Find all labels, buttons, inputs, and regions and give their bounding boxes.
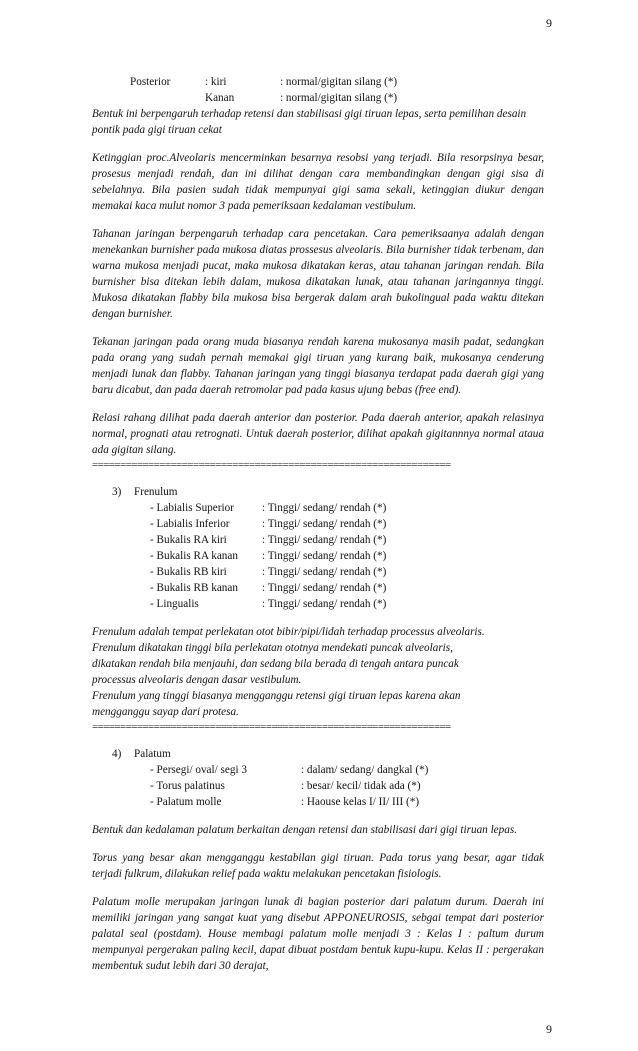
page-number-bottom: 9 [546, 1022, 552, 1036]
posterior-value-right: : normal/gigitan silang (*) [280, 92, 398, 104]
paragraph: Palatum molle merupakan jaringan lunak di bagian posterior dari palatum durum. Daerah ini memiliki jaringan yang sangat kuat yang disebut APPONEUROSIS, sebgai tempat dari posterior palatal seal (postdam). House membagi palatum molle menjadi 3 : Kelas I : paltum durum mempunyai pergerakan paling kecil, dapat dibuat postdam bentuk kupu-kupu. Kelas II : pergerakan membentuk sudut lebih dari 30 derajat, [92, 896, 544, 972]
list-number: 4) [112, 748, 122, 760]
frenulum-notes [92, 624, 544, 720]
paragraph: Tahanan jaringan berpengaruh terhadap cara pencetakan. Cara pemeriksaanya adalah dengan menekankan burnisher pada mukosa diatas prossesus alveolaris. Bila burnisher tidak terbenam, dan warna mukosa menjadi pucat, maka mukosa dikatakan keras, atau tahanan jaringan rendah. Bila burnisher bisa ditekan lebih dalam, mukosa dikatakan lunak, atau tahanan jaringannya tinggi. Mukosa dikatakan flabby bila mukosa bisa bergerak dalam arah bukolingual pada waktu ditekan dengan burnisher. [92, 228, 544, 320]
page-number-top: 9 [546, 16, 552, 30]
list-title: Frenulum [134, 486, 178, 498]
document-body [92, 74, 544, 974]
list-title: Palatum [134, 748, 171, 760]
list-item: - Bukalis RB kanan : Tinggi/ sedang/ rendah (*) [150, 582, 387, 594]
note-line: dikatakan rendah bila menjauhi, dan sedang bila berada di tengah antara puncak [92, 658, 459, 670]
note-line: Frenulum dikatakan tinggi bila perlekatan ototnya mendekati puncak alveolaris, [92, 642, 453, 654]
frenulum-section [92, 484, 544, 612]
separator-line: ================================================================ [92, 721, 451, 733]
posterior-row-1 [92, 74, 544, 90]
note-line: processus alveolaris dengan dasar vestibulum. [92, 674, 302, 686]
paragraph: Tekanan jaringan pada orang muda biasanya rendah karena mukosanya masih padat, sedangkan pada orang yang sudah pernah memakai gigi tiruan yang kurang baik, mukosanya cenderung menjadi lunak dan flabby. Tahanan jaringan yang tinggi biasanya terdapat pada daerah gigi yang baru dicabut, dan pada daerah retromolar pad pada kasus ujung bebas (free end). [92, 336, 544, 396]
palatum-section [92, 746, 544, 810]
list-item: - Bukalis RB kiri : Tinggi/ sedang/ rendah (*) [150, 566, 387, 578]
list-item: - Torus palatinus : besar/ kecil/ tidak ada (*) [150, 780, 421, 792]
list-item: - Persegi/ oval/ segi 3 : dalam/ sedang/ dangkal (*) [150, 764, 429, 776]
paragraph: Torus yang besar akan mengganggu kestabilan gigi tiruan. Pada torus yang besar, agar tidak terjadi fulkrum, dilakukan relief pada waktu melakukan pencetakan fisiologis. [92, 852, 544, 880]
frenulum-heading [112, 484, 544, 500]
separator-line: ================================================================ [92, 459, 451, 471]
note-line: mengganggu sayap dari protesa. [92, 706, 239, 718]
paragraph: Bentuk ini berpengaruh terhadap retensi dan stabilisasi gigi tiruan lepas, serta pemilihan desain pontik pada gigi tiruan cekat [92, 108, 527, 136]
palatum-heading [112, 746, 544, 762]
frenulum-items [112, 500, 544, 612]
posterior-label: Posterior [130, 76, 171, 88]
list-item: - Lingualis : Tinggi/ sedang/ rendah (*) [150, 598, 387, 610]
list-number: 3) [112, 486, 122, 498]
note-line: Frenulum adalah tempat perlekatan otot bibir/pipi/lidah terhadap processus alveolaris. [92, 626, 485, 638]
posterior-row-2 [92, 90, 544, 106]
list-item: - Labialis Inferior : Tinggi/ sedang/ rendah (*) [150, 518, 387, 530]
posterior-side-right: Kanan [205, 92, 235, 104]
note-line: Frenulum yang tinggi biasanya mengganggu retensi gigi tiruan lepas karena akan [92, 690, 461, 702]
list-item: - Labialis Superior : Tinggi/ sedang/ rendah (*) [150, 502, 387, 514]
paragraph: Bentuk dan kedalaman palatum berkaitan dengan retensi dan stabilisasi dari gigi tiruan lepas. [92, 824, 517, 836]
paragraph: Ketinggian proc.Alveolaris mencerminkan besarnya resobsi yang terjadi. Bila resorpsinya besar, prosesus menjadi rendah, dan ini dilihat dengan cara membandingkan dengan gigi sisa di sebelahnya. Bila pasien sudah tidak mempunyai gigi sama sekali, ketinggian diukur dengan memakai kaca mulut nomor 3 pada pemeriksaan kedalaman vestibulum. [92, 152, 544, 212]
list-item: - Bukalis RA kiri : Tinggi/ sedang/ rendah (*) [150, 534, 387, 546]
list-item: - Palatum molle : Haouse kelas I/ II/ III (*) [150, 796, 420, 808]
palatum-items [112, 762, 544, 810]
posterior-side-left: : kiri [205, 76, 227, 88]
paragraph: Relasi rahang dilihat pada daerah anterior dan posterior. Pada daerah anterior, apakah relasinya normal, prognati atau retrognati. Untuk daerah posterior, dilihat apakah gigitannnya normal ataua ada gigitan silang. [92, 412, 544, 456]
list-item: - Bukalis RA kanan : Tinggi/ sedang/ rendah (*) [150, 550, 387, 562]
posterior-value-left: : normal/gigitan silang (*) [280, 76, 398, 88]
